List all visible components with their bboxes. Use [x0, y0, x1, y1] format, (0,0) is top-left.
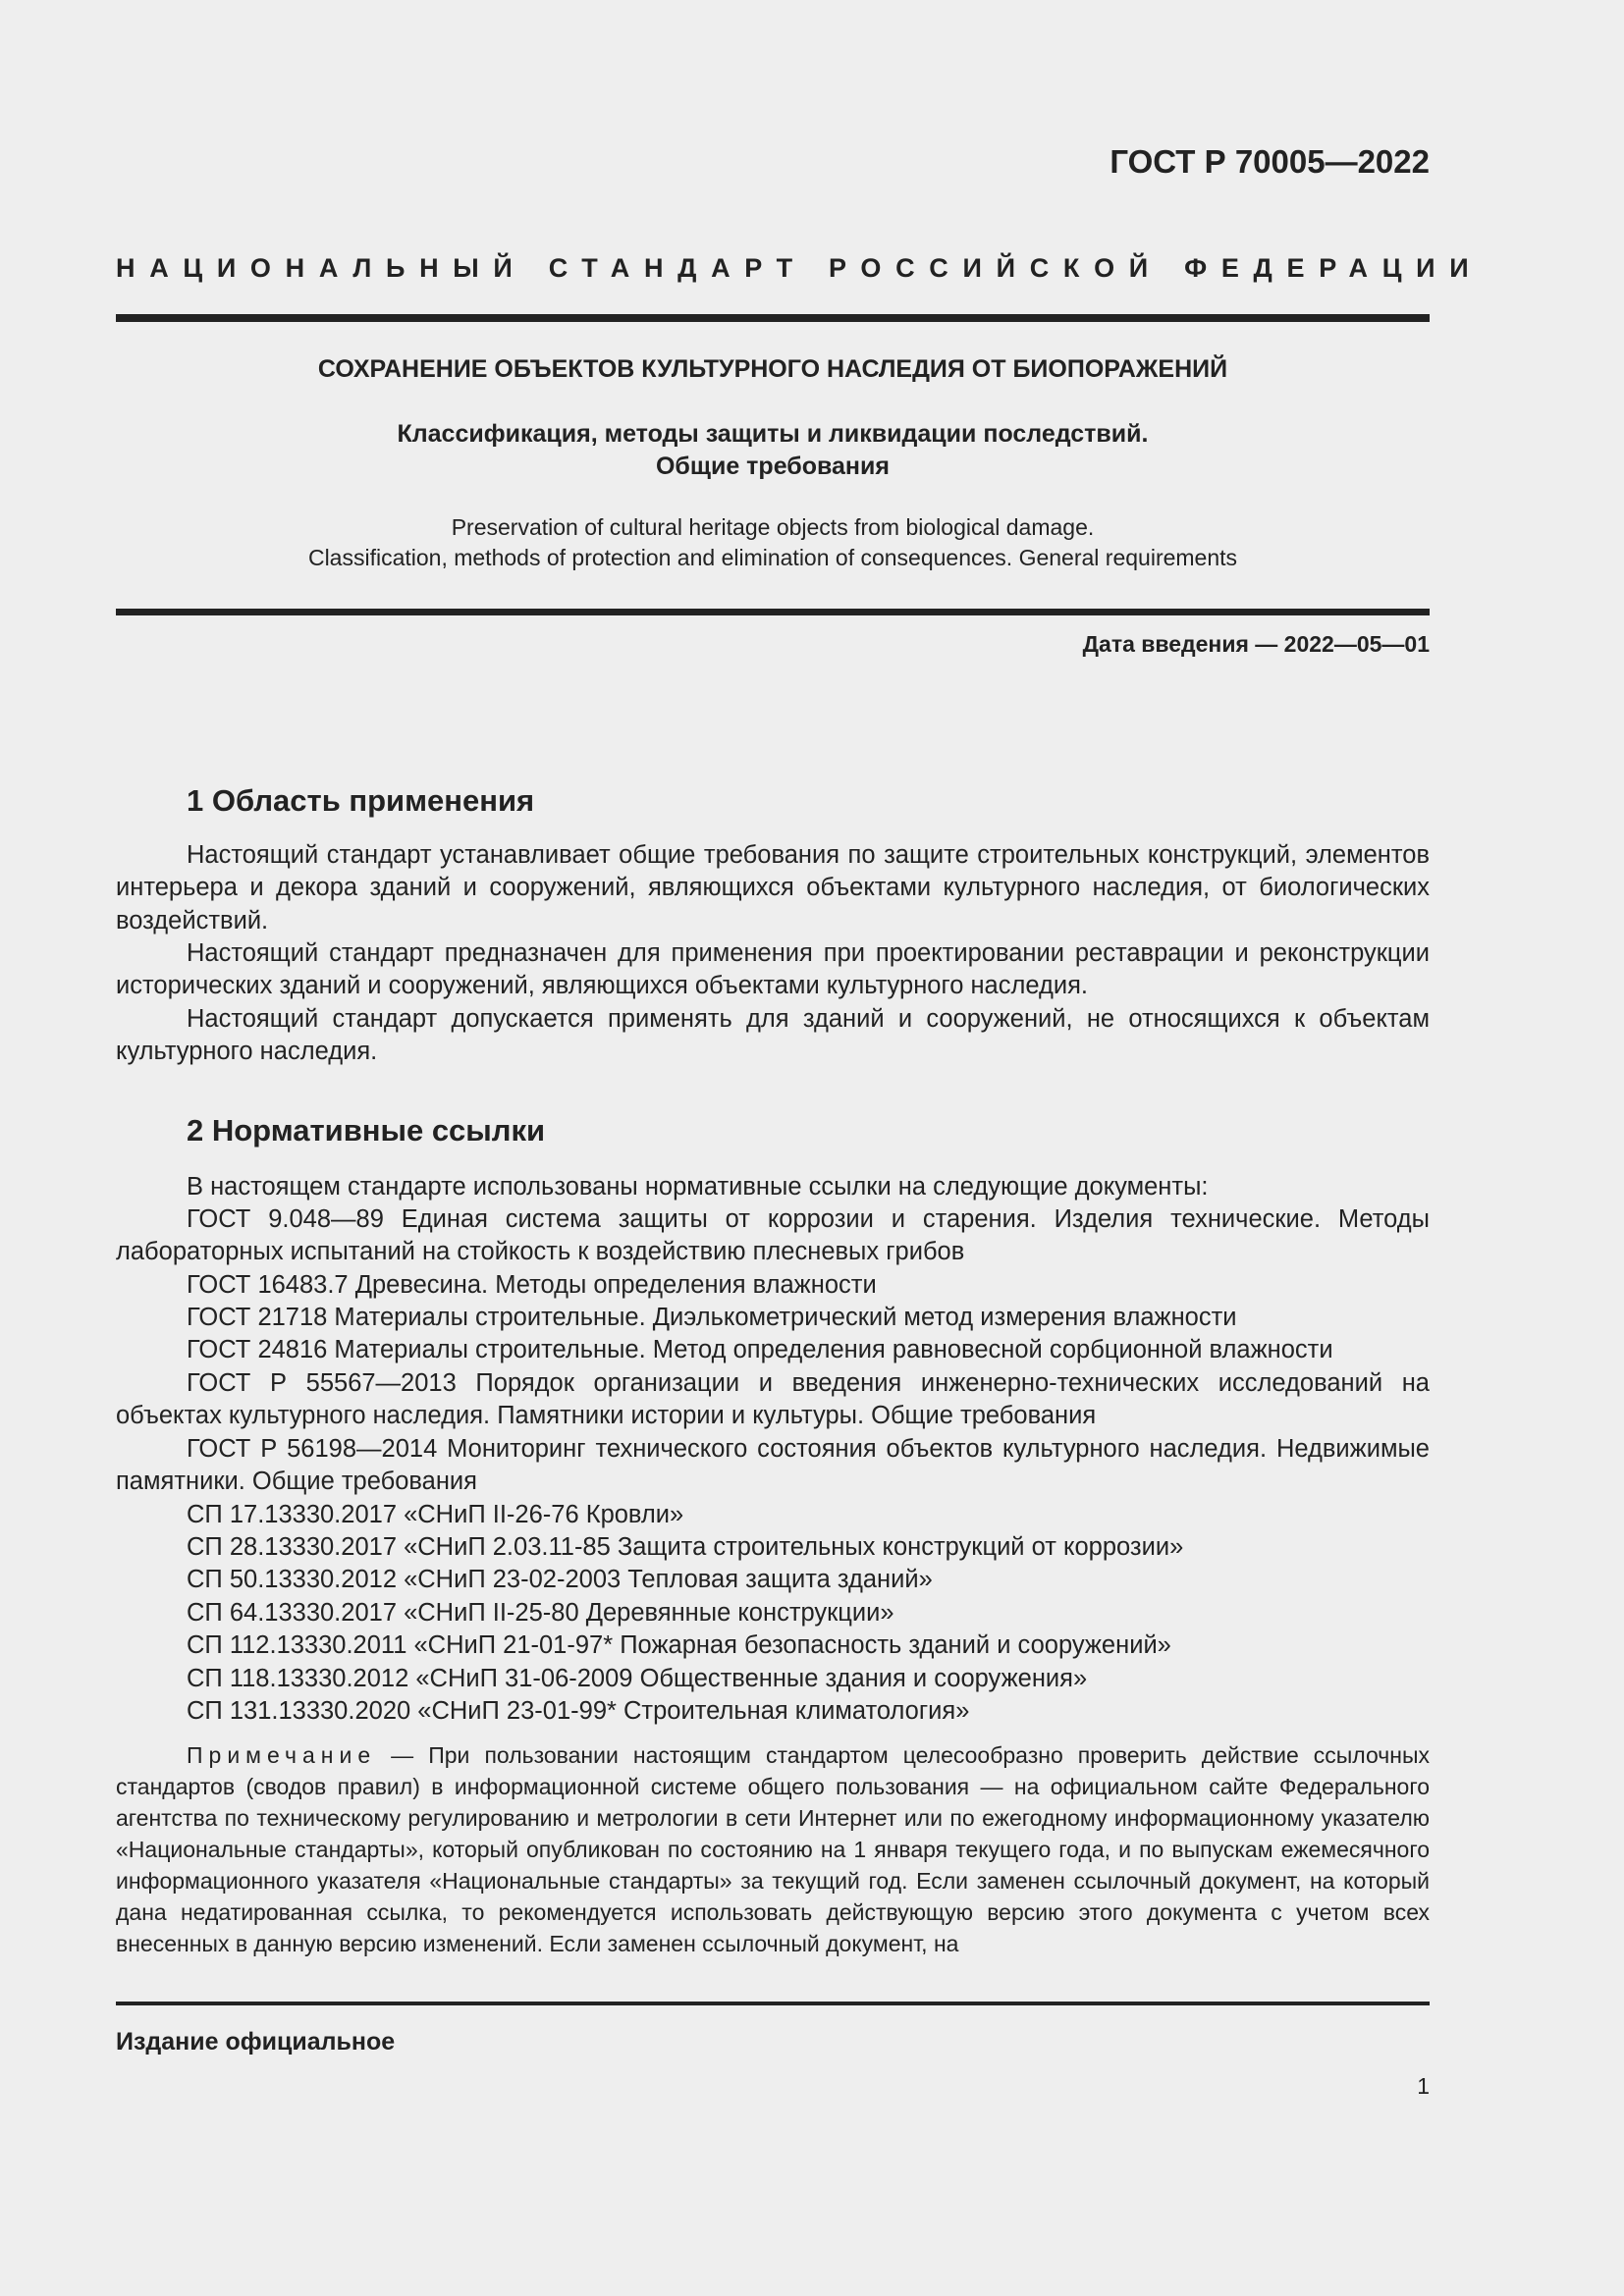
- note-text: — При пользовании настоящим стандартом целесообразно проверить действие ссылочных стандартов (сводов правил) в информационной системе общего пользования — на официальном сайте Федерального агентства по техническому регулированию и метрологии в сети Интернет или по ежегодному информационному указателю «Национальные стандарты», который опубликован по состоянию на 1 января текущего года, и по выпускам ежемесячного информационного указателя «Национальные стандарты» за текущий год. Если заменен ссылочный документ, на который дана недатированная ссылка, то рекомендуется использовать действующую версию этого документа с учетом всех внесенных в данную версию изменений. Если заменен ссылочный документ, на: [116, 1742, 1430, 1956]
- section1-paragraph: Настоящий стандарт предназначен для применения при проектировании реставрации и реконструкции исторических зданий и сооружений, являющихся объектами культурного наследия.: [116, 939, 1430, 1000]
- reference-item: СП 28.13330.2017 «СНиП 2.03.11-85 Защита строительных конструкций от коррозии»: [187, 1533, 1184, 1561]
- title-sub-line2: Общие требования: [655, 453, 890, 480]
- page-number: 1: [1417, 2073, 1430, 2099]
- note-label: Примечание: [187, 1742, 377, 1768]
- title-en-line1: Preservation of cultural heritage objects from biological damage.: [451, 514, 1095, 540]
- title-en: [116, 512, 1430, 573]
- reference-item: ГОСТ 21718 Материалы строительные. Диэлькометрический метод измерения влажности: [187, 1304, 1237, 1331]
- reference-item: СП 50.13330.2012 «СНиП 23-02-2003 Тепловая защита зданий»: [187, 1566, 933, 1593]
- title-en-line2: Classification, methods of protection and elimination of consequences. General requirements: [307, 545, 1238, 570]
- reference-item: ГОСТ Р 55567—2013 Порядок организации и введения инженерно-технических исследований на объектах культурного наследия. Памятники истории и культуры. Общие требования: [116, 1369, 1430, 1430]
- reference-item: ГОСТ Р 56198—2014 Мониторинг технического состояния объектов культурного наследия. Недвижимые памятники. Общие требования: [116, 1435, 1430, 1496]
- reference-item: СП 112.13330.2011 «СНиП 21-01-97* Пожарная безопасность зданий и сооружений»: [187, 1631, 1171, 1659]
- reference-item: ГОСТ 16483.7 Древесина. Методы определения влажности: [187, 1271, 877, 1299]
- footer-rule: [116, 2002, 1430, 2005]
- section1-heading: 1 Область применения: [187, 783, 535, 818]
- title-rule: [116, 609, 1430, 615]
- effective-date: Дата введения — 2022—05—01: [1082, 631, 1430, 657]
- section1-paragraph: Настоящий стандарт устанавливает общие требования по защите строительных конструкций, элементов интерьера и декора зданий и сооружений, являющихся объектами культурного наследия, от биологических воздействий.: [116, 841, 1430, 934]
- section2-intro: В настоящем стандарте использованы нормативные ссылки на следующие документы:: [187, 1173, 1209, 1201]
- title-main: СОХРАНЕНИЕ ОБЪЕКТОВ КУЛЬТУРНОГО НАСЛЕДИЯ ОТ БИОПОРАЖЕНИЙ: [317, 355, 1228, 383]
- reference-item: СП 17.13330.2017 «СНиП II-26-76 Кровли»: [187, 1501, 684, 1528]
- reference-item: ГОСТ 9.048—89 Единая система защиты от коррозии и старения. Изделия технические. Методы лабораторных испытаний на стойкость к воздействию плесневых грибов: [116, 1205, 1430, 1266]
- reference-item: СП 118.13330.2012 «СНиП 31-06-2009 Общественные здания и сооружения»: [187, 1665, 1088, 1692]
- reference-item: ГОСТ 24816 Материалы строительные. Метод определения равновесной сорбционной влажности: [187, 1336, 1333, 1363]
- edition-label: Издание официальное: [116, 2028, 396, 2056]
- section1-paragraph: Настоящий стандарт допускается применять для зданий и сооружений, не относящихся к объектам культурного наследия.: [116, 1005, 1430, 1066]
- standard-type: НАЦИОНАЛЬНЫЙ СТАНДАРТ РОССИЙСКОЙ ФЕДЕРАЦИИ: [116, 253, 1484, 283]
- section2-heading: 2 Нормативные ссылки: [187, 1113, 546, 1148]
- note: [116, 1739, 1430, 1959]
- title-sub: [116, 418, 1430, 483]
- header-rule: [116, 314, 1430, 322]
- title-sub-line1: Классификация, методы защиты и ликвидации последствий.: [397, 420, 1149, 448]
- doc-number: ГОСТ Р 70005—2022: [1110, 143, 1430, 180]
- reference-item: СП 64.13330.2017 «СНиП II-25-80 Деревянные конструкции»: [187, 1599, 894, 1627]
- reference-item: СП 131.13330.2020 «СНиП 23-01-99* Строительная климатология»: [187, 1697, 970, 1725]
